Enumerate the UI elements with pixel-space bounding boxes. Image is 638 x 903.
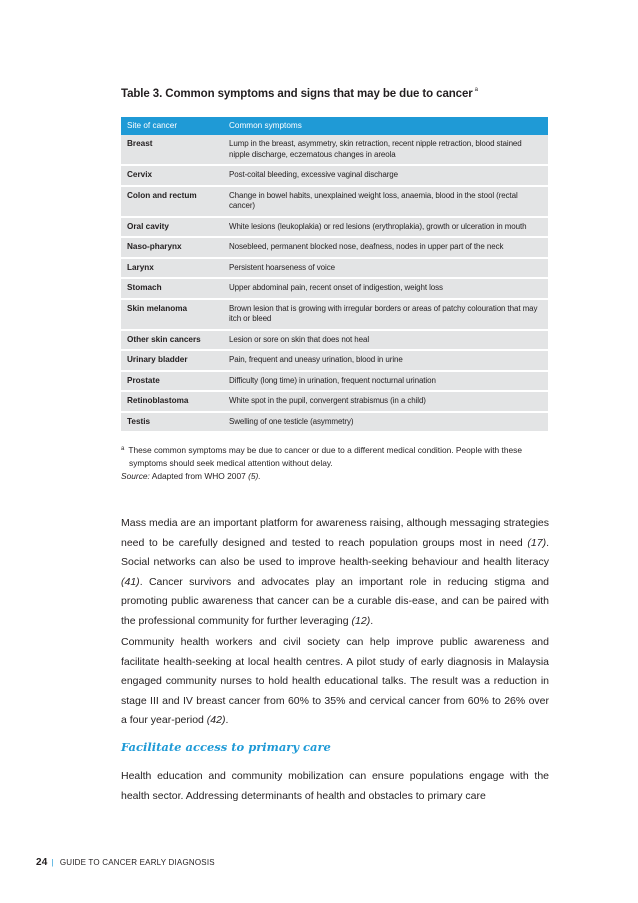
p1-ref-2: (41) xyxy=(121,575,140,588)
source-reference: (5). xyxy=(248,471,261,481)
p2-ref-1: (42) xyxy=(206,714,226,726)
cell-symptoms: Difficulty (long time) in urination, frequent nocturnal urination xyxy=(223,371,548,392)
table-row xyxy=(121,217,548,238)
cell-site: Other skin cancers xyxy=(121,330,223,351)
cell-symptoms: Pain, frequent and uneasy urination, blood in urine xyxy=(223,350,548,371)
section-heading: Facilitate access to primary care xyxy=(121,740,331,754)
table-row xyxy=(121,350,548,371)
cell-site: Breast xyxy=(121,135,223,165)
symptoms-table xyxy=(121,117,548,433)
caption-footnote-marker: a xyxy=(474,87,478,93)
p1-ref-3: (12) xyxy=(351,614,371,627)
p2-text-2: . xyxy=(225,714,229,726)
cell-site: Prostate xyxy=(121,371,223,392)
cell-symptoms: Change in bowel habits, unexplained weight loss, anaemia, blood in the stool (rectal cancer) xyxy=(223,186,548,217)
cell-site: Urinary bladder xyxy=(121,350,223,371)
cell-site: Larynx xyxy=(121,258,223,279)
cell-symptoms: White lesions (leukoplakia) or red lesions (erythroplakia), growth or ulceration in mouth xyxy=(223,217,548,238)
cell-symptoms: Post-coital bleeding, excessive vaginal discharge xyxy=(223,165,548,186)
source-text: Adapted from WHO 2007 xyxy=(151,471,246,481)
cell-site: Naso-pharynx xyxy=(121,237,223,258)
cell-symptoms: Brown lesion that is growing with irregular borders or areas of patchy colouration that may itch or bleed xyxy=(223,299,548,330)
table-row xyxy=(121,299,548,330)
p1-text-2: . Social networks can also be used to improve health-seeking behaviour and health literacy xyxy=(121,536,549,568)
cell-site: Stomach xyxy=(121,278,223,299)
p2-text-1: Community health workers and civil society can help improve public awareness and facilitate health-seeking at local health centres. A pilot study of early diagnosis in Malaysia engaged community nurses to hold health educational talks. The result was a reduction in stage III and IV breast cancer from 60% to 35% and cervical cancer from 60% to 26% over a four year-period xyxy=(121,636,549,726)
header-site: Site of cancer xyxy=(121,117,223,135)
source-line xyxy=(121,470,549,483)
cell-symptoms: Persistent hoarseness of voice xyxy=(223,258,548,279)
footer-separator: | xyxy=(51,858,54,867)
footnote-marker: a xyxy=(121,446,125,452)
p1-text-1: Mass media are an important platform for awareness raising, although messaging strategies need to be carefully designed and tested to reach population groups most in need xyxy=(121,517,549,549)
p3-text: Health education and community mobilization can ensure populations engage with the health sector. Addressing determinants of health and obstacles to primary care xyxy=(121,770,549,802)
footnote-text: These common symptoms may be due to cancer or due to a different medical condition. People with these symptoms should seek medical attention without delay. xyxy=(128,445,523,468)
table-row xyxy=(121,371,548,392)
table-header-row xyxy=(121,117,548,135)
table-row xyxy=(121,330,548,351)
table-caption-text: Table 3. Common symptoms and signs that may be due to cancer xyxy=(121,88,473,100)
table-row xyxy=(121,237,548,258)
cell-site: Cervix xyxy=(121,165,223,186)
cell-symptoms: Upper abdominal pain, recent onset of indigestion, weight loss xyxy=(223,278,548,299)
table-row xyxy=(121,258,548,279)
header-symptoms: Common symptoms xyxy=(223,117,548,135)
table-row xyxy=(121,165,548,186)
paragraph-health-education xyxy=(121,767,549,820)
source-label: Source: xyxy=(121,471,150,481)
cell-site: Retinoblastoma xyxy=(121,391,223,412)
table-row xyxy=(121,186,548,217)
cell-symptoms: Lump in the breast, asymmetry, skin retraction, recent nipple retraction, blood stained nipple discharge, eczematous changes in areola xyxy=(223,135,548,165)
page-number: 24 xyxy=(36,857,48,868)
cell-symptoms: White spot in the pupil, convergent strabismus (in a child) xyxy=(223,391,548,412)
table-row xyxy=(121,278,548,299)
cell-symptoms: Nosebleed, permanent blocked nose, deafness, nodes in upper part of the neck xyxy=(223,237,548,258)
p1-ref-1: (17) xyxy=(527,536,547,549)
table-row xyxy=(121,412,548,433)
page-footer xyxy=(36,857,215,868)
paragraph-mass-media xyxy=(121,514,549,645)
cell-symptoms: Lesion or sore on skin that does not heal xyxy=(223,330,548,351)
cell-site: Colon and rectum xyxy=(121,186,223,217)
table-footnote xyxy=(121,443,549,483)
cell-site: Testis xyxy=(121,412,223,433)
p1-text-3: . Cancer survivors and advocates play an important role in reducing stigma and promoting public awareness that cancer can be a curable dis-ease, and can be paired with the professional community for further leveraging xyxy=(121,575,549,627)
footer-title: GUIDE TO CANCER EARLY DIAGNOSIS xyxy=(59,858,215,867)
cell-site: Oral cavity xyxy=(121,217,223,238)
table-body xyxy=(121,135,548,432)
footnote-line xyxy=(121,443,549,470)
table-row xyxy=(121,391,548,412)
p1-text-4: . xyxy=(370,614,374,627)
cell-symptoms: Swelling of one testicle (asymmetry) xyxy=(223,412,548,433)
paragraph-community-health xyxy=(121,633,549,745)
table-row xyxy=(121,135,548,165)
cell-site: Skin melanoma xyxy=(121,299,223,330)
table-caption xyxy=(121,87,561,100)
